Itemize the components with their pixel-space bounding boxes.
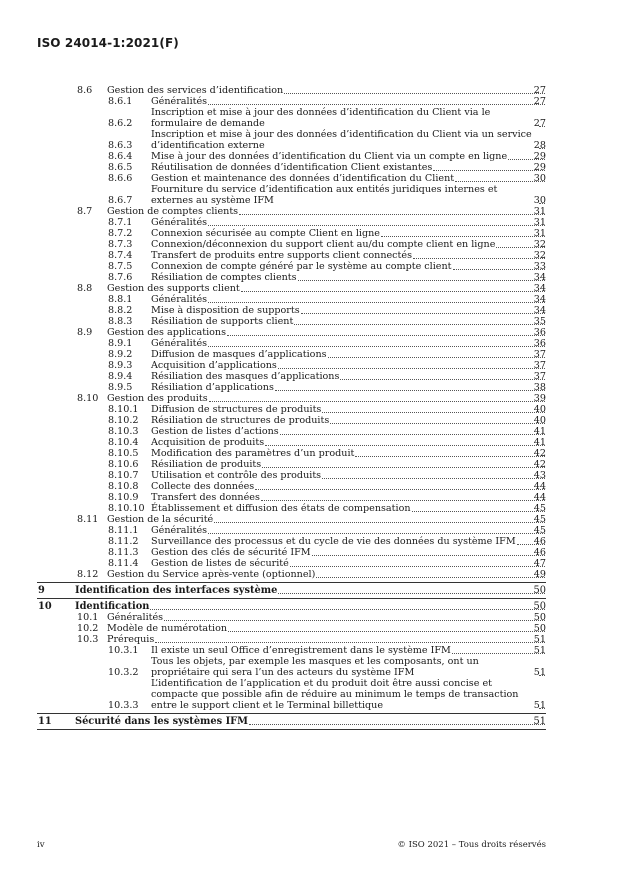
toc-entry-page: 44 xyxy=(533,492,546,503)
toc-entry-number: 10 xyxy=(38,601,52,612)
toc-entry-page: 34 xyxy=(533,294,546,305)
toc-entry-number: 8.11.1 xyxy=(108,525,139,536)
toc-entry-number: 8.6.6 xyxy=(108,173,133,184)
toc-entry[interactable] xyxy=(0,437,620,448)
toc-entry-number: 8.8.3 xyxy=(108,316,133,327)
toc-entry[interactable] xyxy=(0,239,620,250)
toc-entry[interactable] xyxy=(0,656,620,678)
toc-entry[interactable] xyxy=(0,558,620,569)
toc-entry[interactable] xyxy=(0,173,620,184)
section-divider xyxy=(37,598,546,599)
toc-entry-page: 50 xyxy=(533,601,546,612)
toc-entry-page: 39 xyxy=(533,393,546,404)
toc-entry[interactable] xyxy=(0,448,620,459)
toc-entry-title: Gestion des clés de sécurité IFM xyxy=(151,547,311,558)
toc-entry-number: 8.8 xyxy=(77,283,93,294)
toc-entry[interactable] xyxy=(0,360,620,371)
toc-entry-number: 8.7.6 xyxy=(108,272,133,283)
toc-entry-page: 45 xyxy=(533,525,546,536)
dot-leader xyxy=(284,93,545,94)
dot-leader xyxy=(265,445,545,446)
toc-entry-number: 8.10 xyxy=(77,393,99,404)
toc-entry-title: Généralités xyxy=(151,96,208,107)
toc-entry-number: 8.11.4 xyxy=(108,558,139,569)
toc-entry-number: 11 xyxy=(38,716,52,727)
toc-entry[interactable] xyxy=(0,382,620,393)
toc-entry-page: 34 xyxy=(533,283,546,294)
toc-entry-title: Identification des interfaces système xyxy=(75,585,278,596)
toc-entry-number: 10.1 xyxy=(77,612,99,623)
toc-entry[interactable] xyxy=(0,206,620,217)
toc-entry-title: Modification des paramètres d’un produit xyxy=(151,448,355,459)
toc-entry-number: 8.10.2 xyxy=(108,415,139,426)
toc-entry-title: Généralités xyxy=(107,612,164,623)
dot-leader xyxy=(278,593,545,594)
toc-entry-number: 8.7.3 xyxy=(108,239,133,250)
toc-entry-title: Tous les objets, par exemple les masques et les composants, ont un propriétaire qui sera l’un des acteurs du système IFM xyxy=(151,656,479,678)
toc-entry[interactable] xyxy=(0,129,620,151)
toc-entry-title: Prérequis xyxy=(107,634,155,645)
toc-entry[interactable] xyxy=(0,393,620,404)
dot-leader xyxy=(228,631,545,632)
toc-entry[interactable] xyxy=(0,294,620,305)
toc-entry[interactable] xyxy=(0,151,620,162)
toc-entry-number: 8.9.1 xyxy=(108,338,133,349)
toc-entry-page: 50 xyxy=(533,612,546,623)
dot-leader xyxy=(278,368,545,369)
toc-entry-number: 8.6.7 xyxy=(108,195,133,206)
toc-entry[interactable] xyxy=(0,107,620,129)
toc-entry-title: Transfert des données xyxy=(151,492,260,503)
dot-leader xyxy=(316,577,545,578)
toc-entry-title: Transfert de produits entre supports client connectés xyxy=(151,250,412,261)
toc-entry-title: Connexion/déconnexion du support client au/du compte client en ligne xyxy=(151,239,496,250)
toc-entry-page: 41 xyxy=(533,426,546,437)
table-of-contents xyxy=(0,85,620,732)
toc-entry-page: 32 xyxy=(533,239,546,250)
toc-entry-number: 8.9.4 xyxy=(108,371,133,382)
toc-entry-number: 10.3.1 xyxy=(108,645,139,656)
toc-entry-number: 8.10.7 xyxy=(108,470,139,481)
toc-entry-page: 40 xyxy=(533,404,546,415)
toc-entry-page: 36 xyxy=(533,338,546,349)
toc-entry-page: 30 xyxy=(533,195,546,206)
toc-entry-title: Réutilisation de données d’identification Client existantes xyxy=(151,162,433,173)
dot-leader xyxy=(155,642,545,643)
toc-entry[interactable] xyxy=(0,459,620,470)
dot-leader xyxy=(290,566,545,567)
page-footer xyxy=(37,840,546,850)
toc-entry[interactable] xyxy=(0,426,620,437)
toc-entry-title: Acquisition de produits xyxy=(151,437,265,448)
toc-entry-page: 50 xyxy=(533,585,546,596)
dot-leader xyxy=(208,225,545,226)
toc-entry-number: 8.10.3 xyxy=(108,426,139,437)
dot-leader xyxy=(330,423,545,424)
toc-entry-page: 45 xyxy=(533,503,546,514)
toc-entry-number: 8.8.1 xyxy=(108,294,133,305)
dot-leader xyxy=(255,489,545,490)
dot-leader xyxy=(340,379,545,380)
toc-entry-title: Diffusion de structures de produits xyxy=(151,404,322,415)
toc-entry-title: Résiliation de comptes clients xyxy=(151,272,297,283)
toc-entry-title: Acquisition d’applications xyxy=(151,360,277,371)
toc-entry-page: 27 xyxy=(533,85,546,96)
toc-entry-title: Mise à jour des données d’identification du Client via un compte en ligne xyxy=(151,151,508,162)
toc-entry-page: 40 xyxy=(533,415,546,426)
toc-entry-number: 8.7.4 xyxy=(108,250,133,261)
dot-leader xyxy=(208,104,545,105)
toc-entry-page: 27 xyxy=(533,118,546,129)
toc-entry-page: 34 xyxy=(533,305,546,316)
toc-entry-title: Inscription et mise à jour des données d’identification du Client via un service d’identification externe xyxy=(151,129,532,151)
toc-entry-title: Généralités xyxy=(151,294,208,305)
toc-entry-title: Modèle de numérotation xyxy=(107,623,228,634)
toc-entry-number: 8.10.1 xyxy=(108,404,139,415)
toc-entry-number: 8.9.3 xyxy=(108,360,133,371)
toc-entry-page: 51 xyxy=(533,667,546,678)
dot-leader xyxy=(322,478,545,479)
toc-entry[interactable] xyxy=(0,623,620,634)
toc-entry[interactable] xyxy=(0,327,620,338)
toc-entry-title: Généralités xyxy=(151,217,208,228)
dot-leader xyxy=(328,357,545,358)
document-header: ISO 24014-1:2021(F) xyxy=(37,36,179,50)
toc-entry[interactable] xyxy=(0,612,620,623)
dot-leader xyxy=(164,620,545,621)
toc-entry-title: Connexion sécurisée au compte Client en ligne xyxy=(151,228,380,239)
toc-entry-page: 29 xyxy=(533,162,546,173)
toc-entry-title: Collecte des données xyxy=(151,481,255,492)
toc-entry-title: Résiliation de produits xyxy=(151,459,262,470)
toc-entry[interactable] xyxy=(0,316,620,327)
toc-entry-title: Établissement et diffusion des états de compensation xyxy=(151,503,411,514)
toc-entry-title: Généralités xyxy=(151,525,208,536)
toc-entry-number: 10.3.3 xyxy=(108,700,139,711)
toc-entry-page: 51 xyxy=(533,645,546,656)
dot-leader xyxy=(209,401,545,402)
toc-entry-page: 43 xyxy=(533,470,546,481)
toc-entry-title: Gestion de listes de sécurité xyxy=(151,558,289,569)
toc-entry-title: Utilisation et contrôle des produits xyxy=(151,470,322,481)
toc-entry-page: 28 xyxy=(533,140,546,151)
toc-entry-page: 32 xyxy=(533,250,546,261)
toc-entry[interactable] xyxy=(0,283,620,294)
toc-entry-number: 8.6.3 xyxy=(108,140,133,151)
toc-entry[interactable] xyxy=(0,634,620,645)
dot-leader xyxy=(208,302,545,303)
toc-entry-page: 34 xyxy=(533,272,546,283)
toc-entry-title: Gestion des supports client xyxy=(107,283,240,294)
toc-entry-page: 38 xyxy=(533,382,546,393)
toc-entry-title: Gestion de la sécurité xyxy=(107,514,214,525)
toc-entry-page: 42 xyxy=(533,459,546,470)
toc-entry[interactable] xyxy=(0,338,620,349)
toc-entry-number: 8.11.2 xyxy=(108,536,139,547)
dot-leader xyxy=(262,467,545,468)
toc-entry-number: 8.7.1 xyxy=(108,217,133,228)
toc-entry[interactable] xyxy=(0,349,620,360)
toc-entry-page: 47 xyxy=(533,558,546,569)
toc-entry-page: 33 xyxy=(533,261,546,272)
toc-entry-title: Gestion et maintenance des données d’identification du Client xyxy=(151,173,455,184)
toc-entry-number: 8.6.5 xyxy=(108,162,133,173)
toc-entry-title: Inscription et mise à jour des données d’identification du Client via le formulaire de demande xyxy=(151,107,491,129)
toc-entry-number: 8.10.6 xyxy=(108,459,139,470)
toc-entry-title: Gestion de listes d’actions xyxy=(151,426,279,437)
toc-entry-number: 8.9.5 xyxy=(108,382,133,393)
dot-leader xyxy=(355,456,545,457)
toc-entry[interactable] xyxy=(0,601,620,612)
toc-entry-page: 42 xyxy=(533,448,546,459)
toc-entry-page: 27 xyxy=(533,96,546,107)
toc-entry-number: 10.2 xyxy=(77,623,99,634)
toc-entry-title: Sécurité dans les systèmes IFM xyxy=(75,716,248,727)
dot-leader xyxy=(322,412,545,413)
dot-leader xyxy=(241,291,545,292)
toc-entry[interactable] xyxy=(0,217,620,228)
toc-entry-page: 36 xyxy=(533,327,546,338)
dot-leader xyxy=(261,500,545,501)
toc-entry-title: Mise à disposition de supports xyxy=(151,305,300,316)
toc-entry-number: 8.8.2 xyxy=(108,305,133,316)
section-divider xyxy=(37,582,546,583)
dot-leader xyxy=(150,609,545,610)
toc-entry-number: 8.9.2 xyxy=(108,349,133,360)
toc-entry-number: 10.3 xyxy=(77,634,99,645)
toc-entry[interactable] xyxy=(0,184,620,206)
toc-entry-number: 8.7.2 xyxy=(108,228,133,239)
toc-entry-page: 31 xyxy=(533,217,546,228)
dot-leader xyxy=(275,390,545,391)
copyright-notice: © ISO 2021 – Tous droits réservés xyxy=(397,840,546,850)
toc-entry-page: 37 xyxy=(533,360,546,371)
toc-entry[interactable] xyxy=(0,503,620,514)
toc-entry-number: 8.10.8 xyxy=(108,481,139,492)
toc-entry-number: 8.9 xyxy=(77,327,93,338)
toc-entry-page: 37 xyxy=(533,371,546,382)
toc-entry-title: Gestion des produits xyxy=(107,393,208,404)
dot-leader xyxy=(239,214,545,215)
toc-entry-page: 37 xyxy=(533,349,546,360)
toc-entry-number: 9 xyxy=(38,585,45,596)
toc-entry-title: Résiliation de structures de produits xyxy=(151,415,330,426)
toc-entry[interactable] xyxy=(0,85,620,96)
toc-entry[interactable] xyxy=(0,228,620,239)
toc-entry-page: 44 xyxy=(533,481,546,492)
toc-entry-number: 8.10.10 xyxy=(108,503,145,514)
toc-entry[interactable] xyxy=(0,272,620,283)
toc-entry[interactable] xyxy=(0,492,620,503)
toc-entry-page: 29 xyxy=(533,151,546,162)
toc-entry-title: Gestion du Service après-vente (optionnel) xyxy=(107,569,316,580)
toc-entry-page: 50 xyxy=(533,623,546,634)
dot-leader xyxy=(214,522,545,523)
toc-entry-title: Il existe un seul Office d’enregistrement dans le système IFM xyxy=(151,645,451,656)
toc-entry[interactable] xyxy=(0,96,620,107)
toc-entry[interactable] xyxy=(0,514,620,525)
toc-entry-number: 8.7.5 xyxy=(108,261,133,272)
toc-entry[interactable] xyxy=(0,645,620,656)
toc-entry-title: Fourniture du service d’identification aux entités juridiques internes et externes au système IFM xyxy=(151,184,498,206)
toc-entry-page: 46 xyxy=(533,536,546,547)
toc-entry[interactable] xyxy=(0,162,620,173)
toc-entry-page: 49 xyxy=(533,569,546,580)
dot-leader xyxy=(249,724,545,725)
toc-entry[interactable] xyxy=(0,525,620,536)
toc-entry-page: 51 xyxy=(533,634,546,645)
dot-leader xyxy=(381,236,545,237)
toc-entry-number: 8.6.2 xyxy=(108,118,133,129)
toc-entry[interactable] xyxy=(0,481,620,492)
toc-entry[interactable] xyxy=(0,415,620,426)
toc-entry-number: 8.6.1 xyxy=(108,96,133,107)
toc-entry-number: 8.10.9 xyxy=(108,492,139,503)
toc-entry-title: Généralités xyxy=(151,338,208,349)
toc-entry-title: Surveillance des processus et du cycle de vie des données du système IFM xyxy=(151,536,516,547)
toc-entry[interactable] xyxy=(0,404,620,415)
toc-entry-title: Résiliation de supports client xyxy=(151,316,294,327)
toc-entry-page: 51 xyxy=(533,716,546,727)
toc-entry[interactable] xyxy=(0,569,620,580)
dot-leader xyxy=(301,313,545,314)
dot-leader xyxy=(298,280,545,281)
toc-entry[interactable] xyxy=(0,536,620,547)
toc-entry-title: L’identification de l’application et du produit doit être aussi concise et compacte que possible afin de réduire au minimum le temps de transaction entre le support client et le Terminal billettique xyxy=(151,678,519,711)
toc-entry-title: Gestion des applications xyxy=(107,327,227,338)
toc-entry-page: 31 xyxy=(533,228,546,239)
dot-leader xyxy=(208,346,545,347)
section-divider xyxy=(37,713,546,714)
toc-entry-page: 30 xyxy=(533,173,546,184)
toc-entry-title: Gestion des services d’identification xyxy=(107,85,284,96)
toc-entry-number: 8.11 xyxy=(77,514,99,525)
dot-leader xyxy=(312,555,545,556)
toc-entry[interactable] xyxy=(0,716,620,727)
toc-entry-title: Résiliation des masques d’applications xyxy=(151,371,340,382)
toc-entry-page: 45 xyxy=(533,514,546,525)
toc-entry[interactable] xyxy=(0,585,620,596)
toc-entry-page: 46 xyxy=(533,547,546,558)
dot-leader xyxy=(227,335,545,336)
toc-entry-title: Connexion de compte généré par le système au compte client xyxy=(151,261,452,272)
toc-entry-page: 31 xyxy=(533,206,546,217)
toc-entry-number: 8.12 xyxy=(77,569,99,580)
dot-leader xyxy=(280,434,545,435)
toc-entry-number: 8.10.5 xyxy=(108,448,139,459)
toc-entry-title: Résiliation d’applications xyxy=(151,382,274,393)
toc-entry[interactable] xyxy=(0,305,620,316)
toc-entry-number: 8.10.4 xyxy=(108,437,139,448)
toc-entry-title: Gestion de comptes clients xyxy=(107,206,239,217)
toc-entry-page: 41 xyxy=(533,437,546,448)
toc-entry[interactable] xyxy=(0,261,620,272)
dot-leader xyxy=(294,324,545,325)
section-divider xyxy=(37,729,546,730)
dot-leader xyxy=(208,533,545,534)
toc-entry[interactable] xyxy=(0,470,620,481)
toc-entry-title: Diffusion de masques d’applications xyxy=(151,349,327,360)
toc-entry-number: 8.6 xyxy=(77,85,93,96)
toc-entry-title: Identification xyxy=(75,601,150,612)
toc-entry[interactable] xyxy=(0,547,620,558)
toc-entry-number: 8.7 xyxy=(77,206,93,217)
toc-entry[interactable] xyxy=(0,678,620,711)
toc-entry-page: 51 xyxy=(533,700,546,711)
toc-entry[interactable] xyxy=(0,250,620,261)
page-number: iv xyxy=(37,840,45,850)
toc-entry[interactable] xyxy=(0,371,620,382)
toc-entry-number: 8.6.4 xyxy=(108,151,133,162)
toc-entry-number: 8.11.3 xyxy=(108,547,139,558)
toc-entry-page: 35 xyxy=(533,316,546,327)
toc-entry-number: 10.3.2 xyxy=(108,667,139,678)
